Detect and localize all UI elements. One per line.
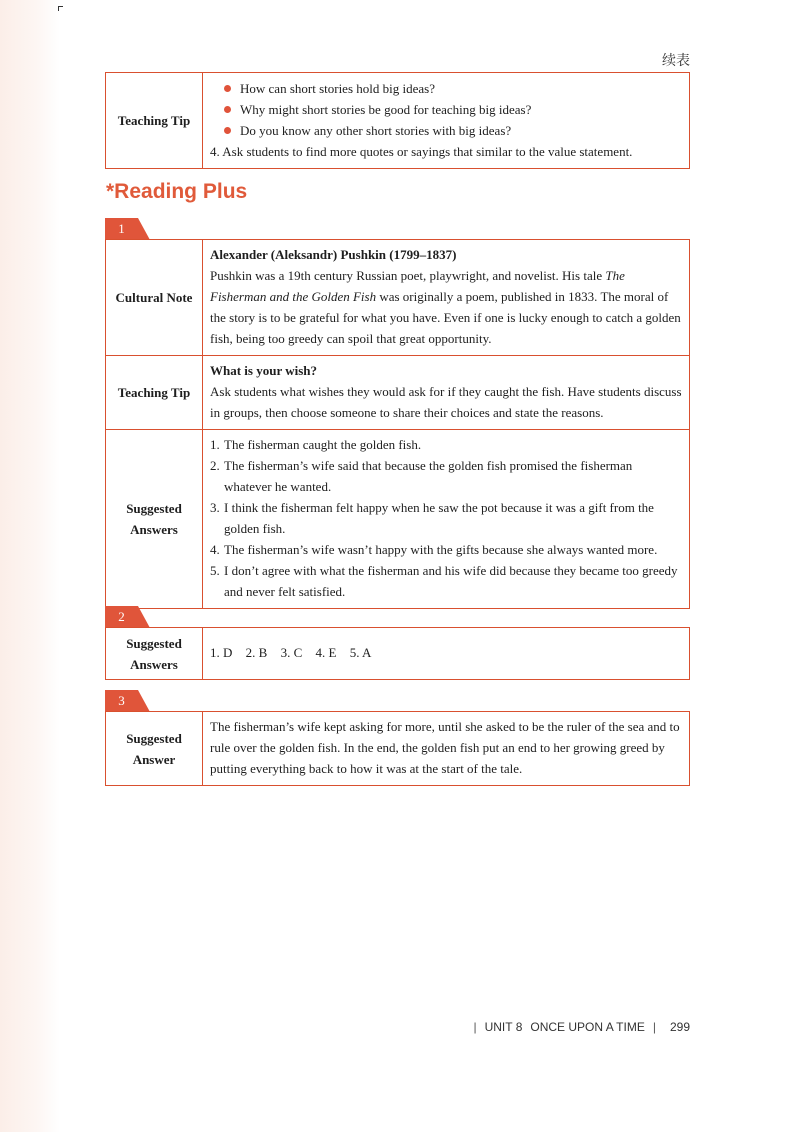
part-number-tab: 3 [105, 690, 138, 712]
footer-separator: | [473, 1020, 477, 1034]
teaching-tip-text: Ask students what wishes they would ask for if they caught the fish. Have students discuss in groups, then choose someone to share their choices and state the reasons. [210, 384, 682, 420]
bullet-dot-icon [224, 127, 231, 134]
bullet-dot-icon [224, 106, 231, 113]
bullet-dot-icon [224, 85, 231, 92]
footer-separator: | [652, 1020, 656, 1034]
teaching-tip-content [203, 356, 690, 430]
cultural-note-text: Pushkin was a 19th century Russian poet, playwright, and novelist. His tale The Fisherman and the Golden Fish was originally a poem, published in 1833. The moral of the story is to be grateful for what you have. Even if one is lucky enough to catch a golden fish, being too greedy can spoil that great opportunity. [210, 268, 681, 346]
cultural-note-label: Cultural Note [106, 240, 203, 356]
crop-mark [58, 6, 63, 11]
teaching-tip-table [105, 72, 690, 169]
suggested-answers-label: Suggested Answers [106, 628, 203, 680]
part3-table [105, 711, 690, 786]
cultural-note-title: Alexander (Aleksandr) Pushkin (1799–1837) [210, 247, 457, 262]
teaching-tip-title: What is your wish? [210, 363, 318, 378]
teaching-tip-label: Teaching Tip [106, 73, 203, 169]
bullet-item: Why might short stories be good for teaching big ideas? [210, 99, 682, 120]
page-edge-shade [0, 0, 60, 1132]
list-item: 4. The fisherman’s wife wasn’t happy with the gifts because she always wanted more. [210, 542, 658, 557]
continued-label: 续表 [662, 53, 690, 69]
suggested-answer-label: Suggested Answer [106, 712, 203, 786]
list-item: 3. I think the fisherman felt happy when he saw the pot because it was a gift from the golden fish. [210, 500, 654, 536]
page-number: 299 [669, 1020, 690, 1034]
section-title: *Reading Plus [106, 180, 248, 203]
suggested-answer-text: The fisherman’s wife kept asking for more, until she asked to be the ruler of the sea and to rule over the golden fish. In the end, the golden fish put an end to her growing greed by putting everything back to how it was at the start of the tale. [203, 712, 690, 786]
part-number-tab: 1 [105, 218, 138, 240]
answer-item: 5. A [349, 645, 372, 660]
list-item: 1. The fisherman caught the golden fish. [210, 437, 422, 452]
part2-table [105, 627, 690, 680]
teaching-tip-label: Teaching Tip [106, 356, 203, 430]
bullet-item: How can short stories hold big ideas? [210, 78, 682, 99]
suggested-answers-content [203, 430, 690, 609]
answer-item: 2. B [245, 645, 268, 660]
answer-item: 3. C [280, 645, 303, 660]
bullet-item: Do you know any other short stories with big ideas? [210, 120, 682, 141]
footer-unit-title: ONCE UPON A TIME [530, 1020, 645, 1034]
footer-unit: UNIT 8 [484, 1020, 523, 1034]
list-item: 5. I don’t agree with what the fisherman and his wife did because they became too greedy and never felt satisfied. [210, 563, 678, 599]
cultural-note-content [203, 240, 690, 356]
answers-row [203, 628, 690, 680]
list-item-4: 4. Ask students to find more quotes or sayings that similar to the value statement. [210, 144, 633, 159]
teaching-tip-content [203, 73, 690, 169]
suggested-answers-label: Suggested Answers [106, 430, 203, 609]
part-number-tab: 2 [105, 606, 138, 628]
answer-item: 4. E [315, 645, 337, 660]
part1-table [105, 239, 690, 609]
answer-item: 1. D [210, 645, 233, 660]
list-item: 2. The fisherman’s wife said that because the golden fish promised the fisherman whatever he wanted. [210, 458, 633, 494]
page-footer [465, 1020, 690, 1034]
